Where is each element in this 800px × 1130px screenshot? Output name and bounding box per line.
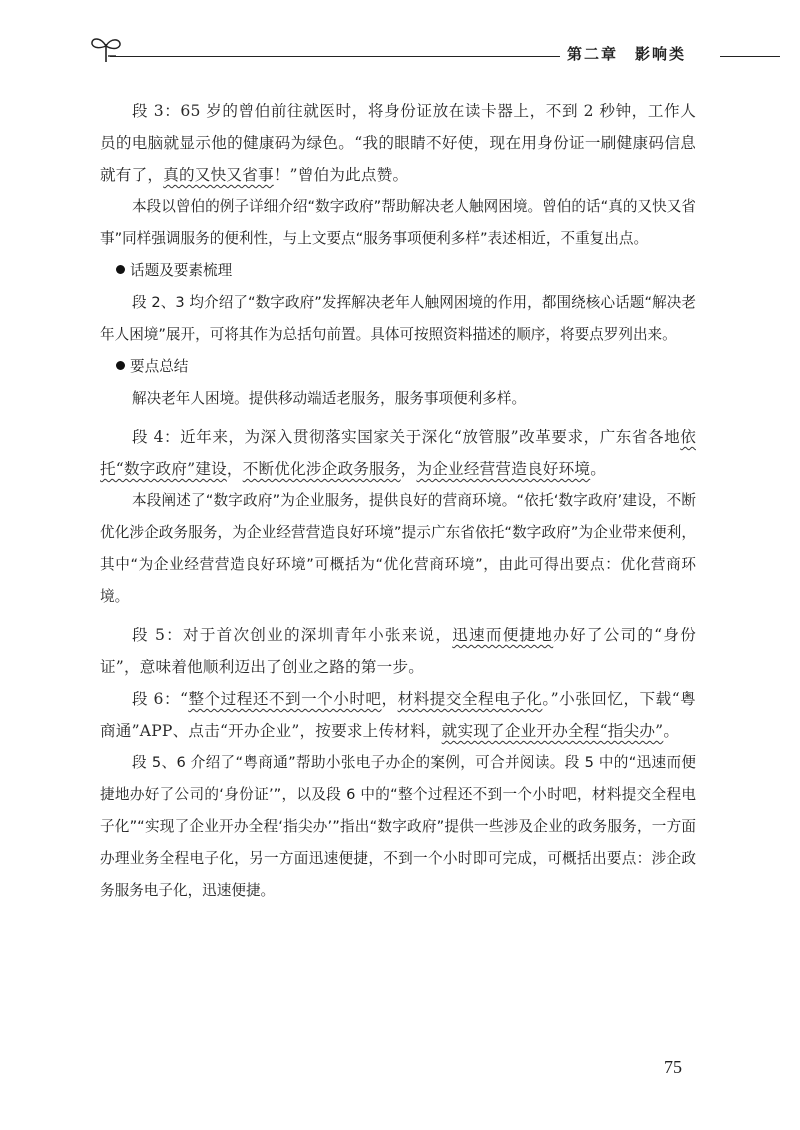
text-run: 。 (663, 722, 680, 740)
source-paragraph (100, 95, 696, 191)
key-phrase: 迅速而便捷地 (452, 626, 554, 644)
key-phrase: 为企业经营营造良好环境 (416, 460, 591, 478)
text-run: 段 5、6 介绍了“粤商通”帮助小张电子办企的案例，可合并阅读。段 5 中的“迅速而便捷地办好了公司的‘身份证’”，以及段 6 中的“整个过程还不到一个小时吧，材料提交全程电子化”“实现了企业开办全程‘指尖办’”指出“数字政府”提供一些涉及企业的政务服务，一方面办理业务全程电子化，另一方面迅速便捷，不到一个小时即可完成，可概括出要点：涉企政务服务电子化，迅速便捷。 (100, 754, 696, 899)
header-rule (110, 56, 560, 57)
text-run: 。”小张回忆，下载“粤商通”APP、点击“开办企业”，按要求上传材料， (100, 690, 696, 740)
key-phrase: 真的又快又省事 (163, 166, 274, 184)
source-paragraph (100, 421, 696, 485)
key-phrase: 整个过程还不到一个小时吧 (188, 690, 382, 708)
sprout-icon (88, 34, 124, 64)
page-number: 75 (664, 1057, 682, 1077)
text-run: 本段以曾伯的例子详细介绍“数字政府”帮助解决老人触网困境。曾伯的话“真的又快又省事”同样强调服务的便利性，与上文要点“服务事项便利多样”表述相近，不重复出点。 (100, 198, 696, 247)
text-run: 段 4：近年来，为深入贯彻落实国家关于深化“放管服”改革要求，广东省各地 (132, 428, 681, 446)
section-heading (100, 255, 696, 287)
text-run: 。 (590, 460, 606, 478)
text-run: 段 5：对于首次创业的深圳青年小张来说， (132, 626, 453, 644)
page-body (100, 95, 696, 907)
text-run: 办好了公司的“身份证”，意味着他顺利迈出了创业之路的第一步。 (100, 626, 696, 676)
text-run: ！”曾伯为此点赞。 (273, 166, 409, 184)
text-run: ， (226, 460, 243, 478)
section-heading-text: 话题及要素梳理 (130, 262, 233, 279)
summary-text: 解决老年人困境。提供移动端适老服务，服务事项便利多样。 (132, 390, 527, 407)
analysis-paragraph (100, 287, 696, 351)
source-paragraph (100, 619, 696, 683)
bullet-icon (116, 361, 125, 370)
text-run: 段 6：“ (132, 690, 189, 708)
key-phrase: 材料提交全程电子化 (397, 690, 543, 708)
header-rule-right (720, 56, 780, 57)
source-paragraph (100, 683, 696, 747)
chapter-title: 第二章 影响类 (567, 45, 687, 63)
text-run: ， (400, 460, 417, 478)
analysis-paragraph (100, 747, 696, 907)
key-phrase: 依托“数字政府”建设 (100, 428, 696, 478)
key-phrase: 就实现了企业开办全程“指尖办” (441, 722, 664, 740)
text-run: 段 2、3 均介绍了“数字政府”发挥解决老年人触网困境的作用，都围绕核心话题“解决老年人困境”展开，可将其作为总括句前置。具体可按照资料描述的顺序，将要点罗列出来。 (100, 294, 696, 343)
key-phrase: 不断优化涉企政务服务 (242, 460, 401, 478)
text-run: 本段阐述了“数字政府”为企业服务，提供良好的营商环境。“依托‘数字政府’建设，不断优化涉企政务服务，为企业经营营造良好环境”提示广东省依托“数字政府”为企业带来便利，其中“为企业经营营造良好环境”可概括为“优化营商环境”，由此可得出要点：优化营商环境。 (100, 492, 696, 605)
text-run: ， (381, 690, 398, 708)
section-heading (100, 351, 696, 383)
text-run: 段 3：65 岁的曾伯前往就医时，将身份证放在读卡器上，不到 2 秒钟，工作人员的电脑就显示他的健康码为绿色。“我的眼睛不好使，现在用身份证一刷健康码信息就有了， (100, 102, 696, 184)
analysis-paragraph (100, 485, 696, 613)
analysis-paragraph (100, 191, 696, 255)
section-heading-text: 要点总结 (130, 358, 189, 375)
bullet-icon (116, 265, 125, 274)
